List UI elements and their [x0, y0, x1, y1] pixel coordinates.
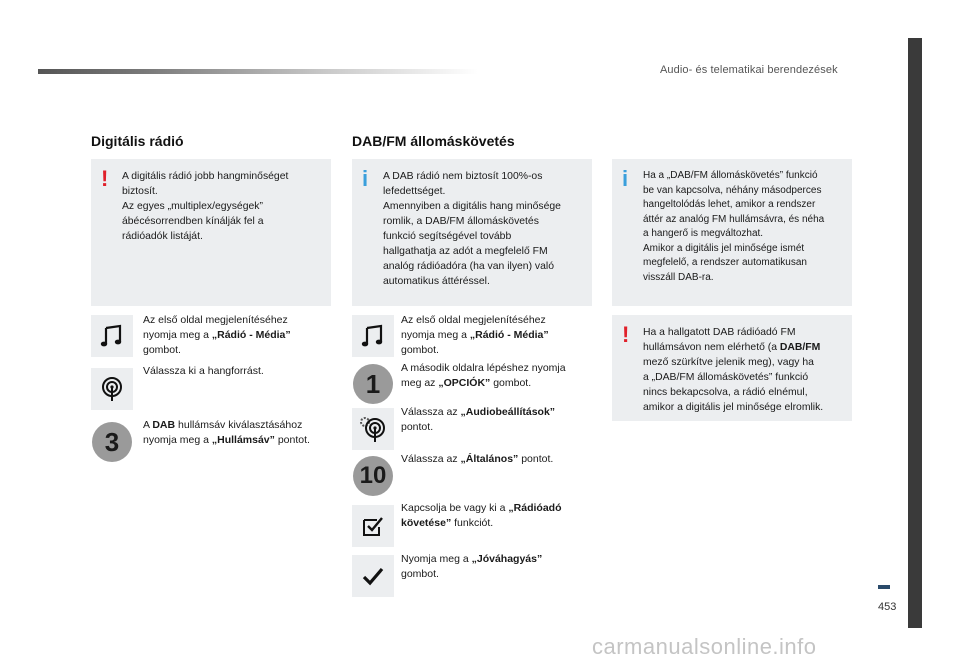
- warning-note-dab: ! Ha a hallgatott DAB rádióadó FM hullámsávon nem elérhető (a DAB/FM mező szürkítve jelenik meg), vagy ha a „DAB/FM állomáskövetés” funkció nincs bekapcsolva, a rádió elnémul, amikor a digitális jel minősége elromlik.: [612, 315, 852, 421]
- side-stripe: [908, 38, 922, 628]
- music-note-icon: [352, 315, 394, 357]
- note-line: ábécésorrendben kínálják fel a: [122, 216, 264, 227]
- music-note-icon: [91, 315, 133, 357]
- note-line: lefedettséget.: [383, 186, 446, 197]
- note-line: a hangerő is megváltozhat.: [643, 228, 764, 239]
- step-number-3: 3: [92, 422, 132, 462]
- note-line: Amikor a digitális jel minősége ismét: [643, 242, 805, 254]
- note-line: áttér az analóg FM hullámsávra, és néha: [643, 213, 825, 225]
- page-number: 453: [878, 601, 897, 613]
- step-number-1: 1: [353, 364, 393, 404]
- step-number-10: 10: [353, 456, 393, 496]
- note-line: romlik, a DAB/FM állomáskövetés: [383, 216, 539, 227]
- note-line: be van kapcsolva, néhány másodperces: [643, 184, 822, 196]
- step-text-general: Válassza az „Általános” pontot.: [401, 453, 554, 465]
- note-line: Az egyes „multiplex/egységek”: [122, 201, 263, 212]
- note-line: biztosít.: [122, 186, 158, 197]
- warning-note-digital: [91, 159, 331, 306]
- checkmark-icon: [352, 555, 394, 597]
- section-title-dab-fm: DAB/FM állomáskövetés: [352, 133, 515, 149]
- page-marker: [878, 585, 890, 589]
- info-icon: i: [362, 166, 369, 191]
- step-text-radio-media: Az első oldal megjelenítéséhez nyomja meg a „Rádió - Média” gombot.: [143, 314, 291, 356]
- note-line: rádióadók listáját.: [122, 231, 203, 242]
- note-line: megfelelő, a rendszer automatikusan: [643, 257, 807, 268]
- step-text-select-source: Válassza ki a hangforrást.: [143, 365, 264, 377]
- note-line: funkció segítségével tovább: [383, 231, 512, 242]
- header-bar: [38, 69, 478, 74]
- step-text-radio-media-2: Az első oldal megjelenítéséhez nyomja meg a „Rádió - Média” gombot.: [401, 314, 549, 356]
- note-line: Amennyiben a digitális hang minősége: [383, 201, 561, 212]
- step-text-audio-settings: Válassza az „Audiobeállítások” pontot.: [401, 406, 556, 433]
- warning-icon: !: [622, 322, 630, 347]
- note-line: Ha a „DAB/FM állomáskövetés” funkció: [643, 170, 818, 181]
- note-line: hangeltolódás lehet, amikor a rendszer: [643, 199, 816, 210]
- step-text-band: A DAB hullámsáv kiválasztásához nyomja meg a „Hullámsáv” pontot.: [143, 419, 310, 446]
- watermark: carmanualsonline.info: [592, 634, 817, 659]
- step-text-confirm: Nyomja meg a „Jóváhagyás” gombot.: [401, 553, 543, 580]
- radio-icon: [91, 368, 133, 410]
- header-title: Audio- és telematikai berendezések: [660, 64, 838, 76]
- step-text-options: A második oldalra lépéshez nyomja meg az „OPCIÓK” gombot.: [401, 362, 566, 389]
- info-note-tracking: [612, 159, 852, 306]
- note-line: visszáll DAB-ra.: [643, 271, 714, 283]
- info-note-dab: [352, 159, 592, 306]
- note-line: automatikus áttéréssel.: [383, 276, 490, 287]
- warning-icon: !: [101, 166, 109, 191]
- section-title-digital-radio: Digitális rádió: [91, 133, 184, 149]
- step-text-station-tracking: Kapcsolja be vagy ki a „Rádióadó követése” funkciót.: [401, 502, 562, 529]
- info-icon: i: [622, 166, 629, 191]
- checkbox-icon: [352, 505, 394, 547]
- note-line: A DAB rádió nem biztosít 100%-os: [383, 171, 543, 182]
- note-line: A digitális rádió jobb hangminőséget: [122, 171, 289, 182]
- note-line: analóg rádióadóra (ha van ilyen) való: [383, 261, 554, 272]
- radio-settings-icon: [352, 408, 394, 450]
- note-line: hallgathatja az adót a megfelelő FM: [383, 246, 548, 257]
